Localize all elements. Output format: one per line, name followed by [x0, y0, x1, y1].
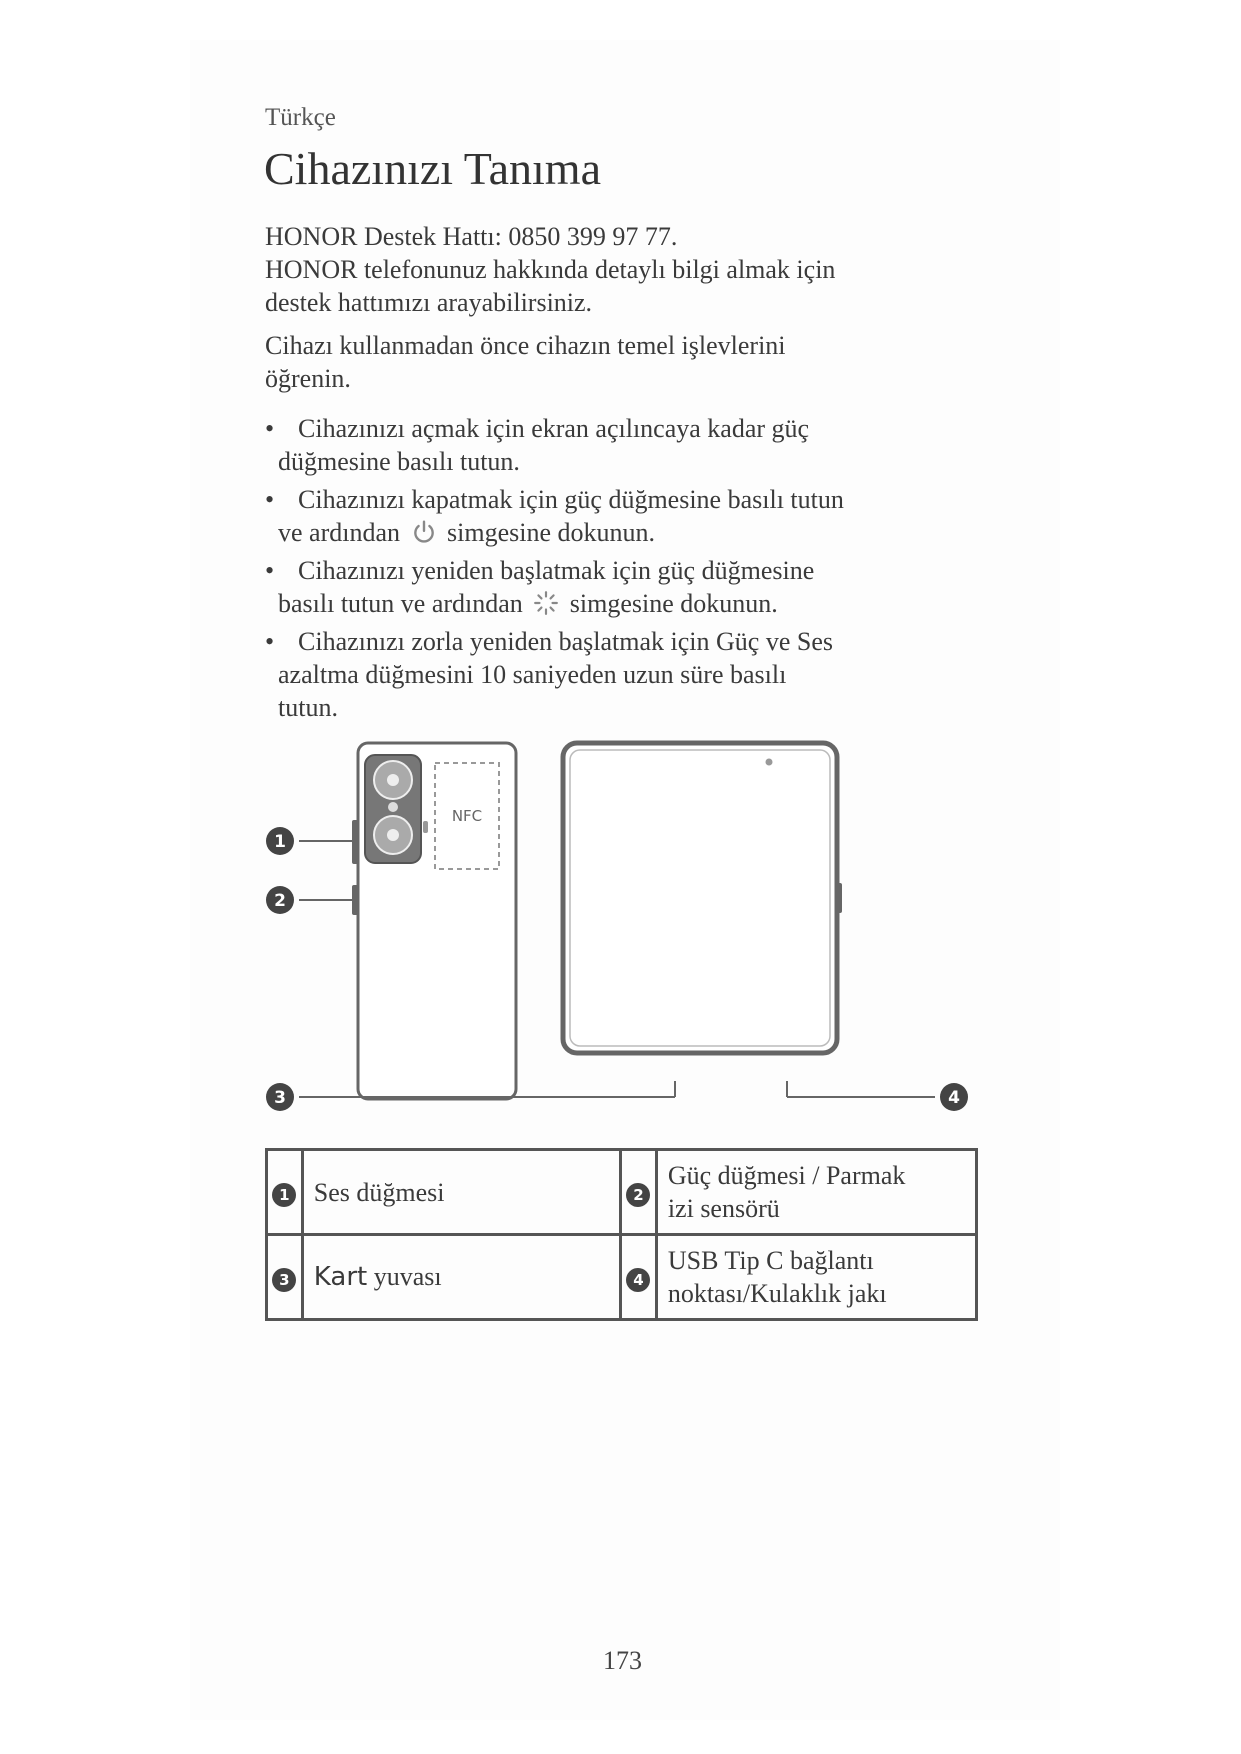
list-item	[265, 483, 905, 549]
part-label-word: Kart	[313, 1262, 368, 1292]
basics-paragraph	[265, 329, 885, 395]
bullet-text: simgesine dokunun.	[569, 589, 778, 618]
table-cell-label	[302, 1150, 620, 1235]
bullet-line-with-icon	[278, 587, 905, 620]
bullet-line: düğmesine basılı tutun.	[278, 447, 520, 476]
bullet-dot: •	[265, 485, 275, 514]
bullet-line: Cihazınızı açmak için ekran açılıncaya kadar güç	[298, 414, 810, 443]
bullet-line: tutun.	[278, 693, 338, 722]
table-cell-label	[656, 1235, 976, 1320]
bullet-text: simgesine dokunun.	[447, 518, 656, 547]
table-cell-number	[621, 1235, 657, 1320]
flash-icon	[388, 802, 398, 812]
page-title: Cihazınızı Tanıma	[264, 143, 602, 194]
table-cell-label	[656, 1150, 976, 1235]
hotline-paragraph	[265, 220, 885, 319]
hotline-text: HONOR Destek Hattı: 0850 399 97 77.	[265, 222, 678, 251]
bullet-dot: •	[265, 627, 275, 656]
table-cell-number	[267, 1150, 303, 1235]
part-label-line: USB Tip C bağlantı	[667, 1246, 874, 1275]
callout-4	[940, 1083, 968, 1111]
list-item	[265, 554, 905, 620]
table-row	[267, 1150, 977, 1235]
bullet-line: Cihazınızı zorla yeniden başlatmak için Güç ve Ses	[298, 627, 833, 656]
basics-line-2: öğrenin.	[265, 364, 351, 393]
bullet-dot: •	[265, 414, 275, 443]
callout-number: 4	[948, 1088, 960, 1108]
callout-2	[266, 886, 294, 914]
number-badge: 2	[626, 1183, 650, 1207]
list-item	[265, 625, 905, 724]
hotline-desc-line-1: HONOR telefonunuz hakkında detaylı bilgi almak için	[265, 255, 836, 284]
number-badge: 1	[272, 1183, 296, 1207]
language-label: Türkçe	[265, 104, 336, 131]
table-cell-number	[621, 1150, 657, 1235]
number-badge: 4	[626, 1268, 650, 1292]
part-label-word: yuvası	[373, 1262, 442, 1291]
power-icon	[411, 519, 437, 545]
callout-1	[266, 827, 294, 855]
restart-icon	[533, 590, 559, 616]
page-number: 173	[603, 1646, 642, 1675]
bullet-line: azaltma düğmesini 10 saniyeden uzun süre basılı	[278, 660, 787, 689]
callout-number: 2	[274, 891, 286, 911]
power-key	[352, 885, 358, 915]
table-row	[267, 1235, 977, 1320]
bullet-line: Cihazınızı kapatmak için güç düğmesine basılı tutun	[298, 485, 844, 514]
number-badge: 3	[272, 1268, 296, 1292]
volume-key	[352, 820, 358, 864]
bullet-dot: •	[265, 556, 275, 585]
part-label-line: Güç düğmesi / Parmak	[667, 1161, 906, 1190]
bullet-text: basılı tutun ve ardından	[278, 589, 523, 618]
table-cell-label	[302, 1235, 620, 1320]
bullet-line: Cihazınızı yeniden başlatmak için güç düğmesine	[298, 556, 815, 585]
nfc-label: NFC	[451, 807, 483, 825]
callout-number: 3	[274, 1088, 286, 1108]
phone-front-illustration	[563, 743, 842, 1053]
basics-line-1: Cihazı kullanmadan önce cihazın temel işlevlerini	[265, 331, 786, 360]
front-camera-icon	[766, 759, 773, 766]
callout-3	[266, 1083, 294, 1111]
list-item	[265, 412, 905, 478]
parts-table	[265, 1148, 978, 1321]
table-cell-number	[267, 1235, 303, 1320]
part-label-line: izi sensörü	[667, 1194, 780, 1223]
phone-back-illustration	[352, 743, 516, 1099]
part-label: Ses düğmesi	[313, 1177, 445, 1207]
bullet-line-with-icon	[278, 516, 905, 549]
device-diagram	[255, 735, 995, 1135]
bullet-text: ve ardından	[278, 518, 401, 547]
part-label-line: noktası/Kulaklık jakı	[667, 1279, 887, 1308]
callout-number: 1	[274, 832, 286, 852]
hotline-desc-line-2: destek hattımızı arayabilirsiniz.	[265, 288, 593, 317]
instructions-list	[265, 412, 905, 729]
